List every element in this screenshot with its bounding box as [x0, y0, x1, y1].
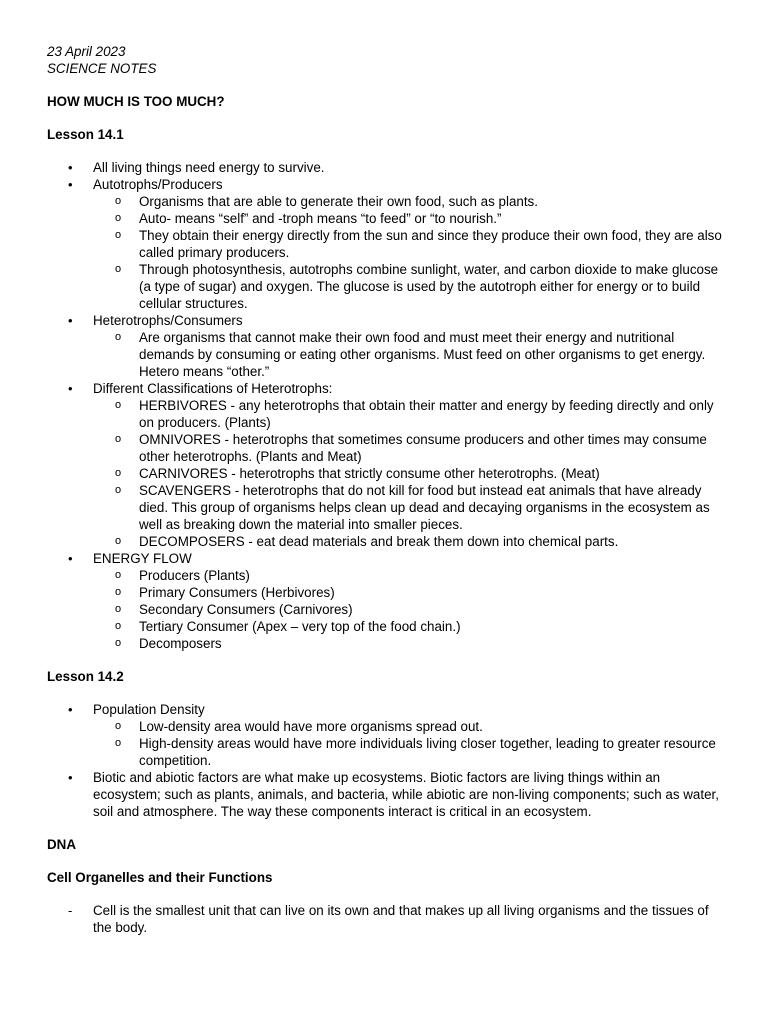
note-subject: SCIENCE NOTES	[47, 61, 157, 76]
sub-list-item-text: Organisms that are able to generate their own food, such as plants.	[139, 194, 538, 209]
sub-list-item	[93, 533, 727, 550]
sub-list-item	[93, 193, 727, 210]
list-item-text: Different Classifications of Heterotrophs:	[93, 381, 333, 396]
sub-bullet-marker: o	[115, 399, 122, 411]
note-date: 23 April 2023	[47, 44, 126, 59]
sub-bullet-marker: o	[115, 720, 122, 732]
list-item	[47, 550, 727, 652]
list-item	[47, 769, 727, 820]
lesson-14-1-list	[47, 159, 727, 652]
sub-bullet-marker: o	[115, 484, 122, 496]
organelles-heading: Cell Organelles and their Functions	[47, 870, 273, 885]
sub-list-item	[93, 635, 727, 652]
list-item-text: Autotrophs/Producers	[93, 177, 223, 192]
bullet-marker: •	[68, 770, 73, 785]
sub-bullet-marker: o	[115, 586, 122, 598]
bullet-marker: •	[68, 313, 73, 328]
sub-list-item-text: They obtain their energy directly from the sun and since they produce their own food, they are also called primary producers.	[139, 228, 722, 260]
list-item	[47, 701, 727, 769]
sub-list	[93, 397, 727, 550]
bullet-marker: •	[68, 702, 73, 717]
sub-bullet-marker: o	[115, 637, 122, 649]
sub-bullet-marker: o	[115, 467, 122, 479]
list-item-text: All living things need energy to survive.	[93, 160, 325, 175]
document-title: HOW MUCH IS TOO MUCH?	[47, 94, 225, 109]
list-item	[47, 380, 727, 550]
sub-list-item	[93, 618, 727, 635]
list-item-text: Population Density	[93, 702, 205, 717]
sub-bullet-marker: o	[115, 331, 122, 343]
bullet-marker: •	[68, 160, 73, 175]
bullet-marker: •	[68, 381, 73, 396]
lesson-14-2-list	[47, 701, 727, 820]
sub-list	[93, 193, 727, 312]
sub-list-item-text: Low-density area would have more organisms spread out.	[139, 719, 483, 734]
list-item-text: Cell is the smallest unit that can live on its own and that makes up all living organisms and the tissues of the body.	[93, 903, 709, 935]
sub-bullet-marker: o	[115, 620, 122, 632]
lesson-14-2-heading: Lesson 14.2	[47, 669, 124, 684]
sub-list-item	[93, 567, 727, 584]
sub-list-item-text: Tertiary Consumer (Apex – very top of the food chain.)	[139, 619, 461, 634]
document-page	[47, 43, 727, 936]
list-item	[47, 176, 727, 312]
sub-list-item	[93, 210, 727, 227]
sub-list	[93, 329, 727, 380]
sub-list-item	[93, 482, 727, 533]
sub-list-item-text: OMNIVORES - heterotrophs that sometimes consume producers and other times may consume other heterotrophs. (Plants and Meat)	[139, 432, 707, 464]
bullet-marker: •	[68, 177, 73, 192]
sub-list-item	[93, 465, 727, 482]
sub-bullet-marker: o	[115, 263, 122, 275]
sub-list	[93, 718, 727, 769]
sub-list-item-text: High-density areas would have more individuals living closer together, leading to greater resource competition.	[139, 736, 716, 768]
sub-list-item-text: Primary Consumers (Herbivores)	[139, 585, 335, 600]
sub-list-item-text: Are organisms that cannot make their own food and must meet their energy and nutritional demands by consuming or eating other organisms. Must feed on other organisms to get energy. Hetero means “other.”	[139, 330, 706, 379]
sub-list-item	[93, 735, 727, 769]
sub-list-item	[93, 431, 727, 465]
sub-list-item-text: Decomposers	[139, 636, 222, 651]
sub-list-item-text: DECOMPOSERS - eat dead materials and break them down into chemical parts.	[139, 534, 619, 549]
list-item-text: Biotic and abiotic factors are what make up ecosystems. Biotic factors are living things within an ecosystem; such as plants, animals, and bacteria, while abiotic are non-living components; such as water, soil and atmosphere. The way these components interact is critical in an ecosystem.	[93, 770, 719, 819]
list-item	[47, 159, 727, 176]
sub-list-item	[93, 261, 727, 312]
sub-bullet-marker: o	[115, 433, 122, 445]
sub-list-item-text: Secondary Consumers (Carnivores)	[139, 602, 353, 617]
sub-list	[93, 567, 727, 652]
sub-list-item-text: Through photosynthesis, autotrophs combine sunlight, water, and carbon dioxide to make glucose (a type of sugar) and oxygen. The glucose is used by the autotroph either for energy or to build cellular structures.	[139, 262, 719, 311]
bullet-marker: •	[68, 551, 73, 566]
sub-list-item	[93, 601, 727, 618]
list-item	[47, 312, 727, 380]
lesson-14-1-heading: Lesson 14.1	[47, 127, 124, 142]
sub-list-item	[93, 329, 727, 380]
sub-list-item	[93, 227, 727, 261]
sub-list-item	[93, 718, 727, 735]
sub-list-item	[93, 397, 727, 431]
sub-bullet-marker: o	[115, 195, 122, 207]
sub-list-item-text: Auto- means “self” and -troph means “to feed” or “to nourish.”	[139, 211, 502, 226]
dna-heading: DNA	[47, 837, 77, 852]
list-item-text: Heterotrophs/Consumers	[93, 313, 243, 328]
list-item-text: ENERGY FLOW	[93, 551, 192, 566]
list-item	[47, 902, 727, 936]
sub-bullet-marker: o	[115, 229, 122, 241]
sub-list-item	[93, 584, 727, 601]
sub-bullet-marker: o	[115, 535, 122, 547]
sub-list-item-text: CARNIVORES - heterotrophs that strictly consume other heterotrophs. (Meat)	[139, 466, 600, 481]
sub-bullet-marker: o	[115, 603, 122, 615]
sub-list-item-text: HERBIVORES - any heterotrophs that obtain their matter and energy by feeding directly and only on producers. (Plants)	[139, 398, 714, 430]
sub-bullet-marker: o	[115, 737, 122, 749]
sub-bullet-marker: o	[115, 212, 122, 224]
sub-list-item-text: SCAVENGERS - heterotrophs that do not kill for food but instead eat animals that have already died. This group of organisms helps clean up dead and decaying organisms in the ecosystem as well as breaking down the material into smaller pieces.	[139, 483, 710, 532]
organelles-list	[47, 902, 727, 936]
sub-bullet-marker: o	[115, 569, 122, 581]
bullet-marker: -	[68, 903, 73, 918]
sub-list-item-text: Producers (Plants)	[139, 568, 250, 583]
